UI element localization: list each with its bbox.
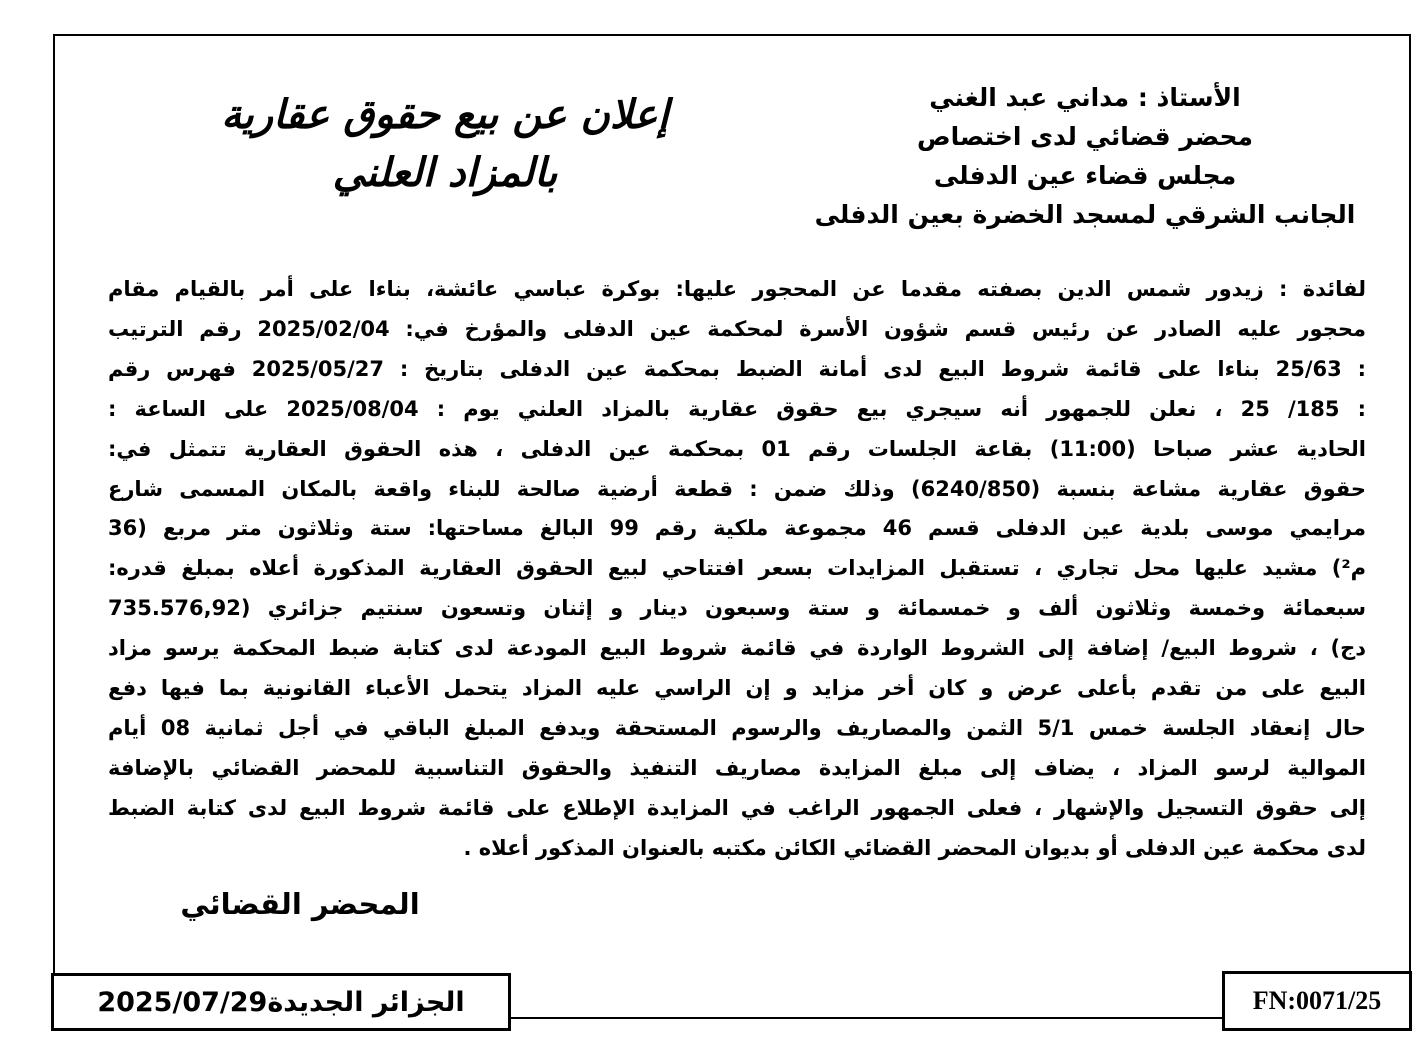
bailiff-header <box>795 78 1375 234</box>
notice-title-line-2: بالمزاد العلني <box>332 150 558 196</box>
body-line: سبعمائة وخمسة وثلاثون ألف و خمسمائة و ستة وسبعون دينار و إثنان وتسعون سنتيم جزائري (735.576,92 <box>108 596 1366 621</box>
body-line: : 25/63 بناءا على قائمة شروط البيع لدى أمانة الضبط بمحكمة عين الدفلى بتاريخ : 2025/05/27 فهرس رقم <box>108 356 1366 381</box>
body-line: إلى حقوق التسجيل والإشهار ، فعلى الجمهور الراغب في المزايدة الإطلاع على قائمة شروط البيع لدى كتابة الضبط <box>108 795 1366 820</box>
body-line: الحادية عشر صباحا (11:00) بقاعة الجلسات رقم 01 بمحكمة عين الدفلى ، هذه الحقوق العقارية تتمثل في: <box>108 436 1366 461</box>
body-line: محجور عليه الصادر عن رئيس قسم شؤون الأسرة لمحكمة عين الدفلى والمؤرخ في: 2025/02/04 رقم الترتيب <box>108 316 1366 341</box>
bailiff-jurisdiction: مجلس قضاء عين الدفلى <box>933 161 1237 190</box>
notice-title-line-1: إعلان عن بيع حقوق عقارية <box>221 92 669 138</box>
notice-body <box>108 270 1366 869</box>
reference-number: FN:0071/25 <box>1252 986 1382 1015</box>
publication-label: الجزائر الجديدة2025/07/29 <box>97 986 465 1018</box>
body-line: حقوق عقارية مشاعة بنسبة (6240/850) وذلك ضمن : قطعة أرضية صالحة للبناء واقعة بالمكان المسمى شارع <box>108 476 1366 501</box>
publication-box <box>51 973 511 1031</box>
body-line: دج) ، شروط البيع/ إضافة إلى الشروط الواردة في قائمة شروط البيع المودعة لدى كتابة ضبط المحكمة يرسو مزاد <box>108 636 1366 661</box>
body-line: لدى محكمة عين الدفلى أو بديوان المحضر القضائي الكائن مكتبه بالعنوان المذكور أعلاه . <box>463 835 1366 860</box>
body-line: الموالية لرسو المزاد ، يضاف إلى مبلغ المزايدة مصاريف التنفيذ والحقوق التناسبية للمحضر القضائي بالإضافة <box>108 755 1366 780</box>
body-line: مرايمي موسى بلدية عين الدفلى قسم 46 مجموعة ملكية رقم 99 البالغ مساحتها: ستة وثلاثون متر مربع (36 <box>108 516 1366 541</box>
body-line: حال إنعقاد الجلسة خمس 5/1 الثمن والمصاريف والرسوم المستحقة ويدفع المبلغ الباقي في أجل ثمانية 08 أيام <box>108 715 1367 740</box>
bailiff-title: محضر قضائي لدى اختصاص <box>916 122 1254 151</box>
body-line: : 185/ 25 ، نعلن للجمهور أنه سيجري بيع حقوق عقارية بالمزاد العلني يوم : 2025/08/04 على الساعة : <box>108 396 1366 421</box>
body-line: لفائدة : زيدور شمس الدين بصفته مقدما عن المحجور عليها: بوكرة عباسي عائشة، بناءا على أمر بالقيام مقام <box>108 277 1366 301</box>
body-line: م²) مشيد عليها محل تجاري ، تستقبل المزايدات بسعر افتتاحي لبيع الحقوق العقارية المذكورة أعلاه بمبلغ قدره: <box>108 556 1366 581</box>
reference-box <box>1222 971 1412 1031</box>
signature: المحضر القضائي <box>180 887 420 921</box>
body-line: البيع على من تقدم بأعلى عرض و كان أخر مزايد و إن الراسي عليه المزاد يتحمل الأعباء القانونية بما فيها دفع <box>108 676 1366 701</box>
bailiff-name: الأستاذ : مداني عبد الغني <box>929 83 1241 112</box>
bailiff-address: الجانب الشرقي لمسجد الخضرة بعين الدفلى <box>814 200 1356 229</box>
notice-title <box>140 86 750 202</box>
